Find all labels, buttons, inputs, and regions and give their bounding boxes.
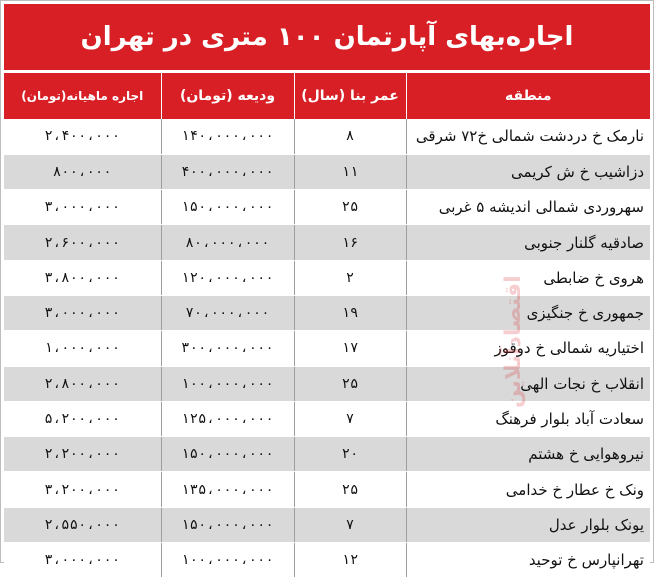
cell-region: تهرانپارس خ توحید <box>406 543 650 578</box>
cell-rent: ۲،۴۰۰،۰۰۰ <box>4 119 161 154</box>
cell-rent: ۸۰۰،۰۰۰ <box>4 154 161 189</box>
table-row <box>4 543 650 578</box>
cell-deposit: ۱۰۰،۰۰۰،۰۰۰ <box>161 543 294 578</box>
cell-region: یونک بلوار عدل <box>406 507 650 542</box>
rent-table <box>4 73 650 578</box>
cell-age: ۱۲ <box>294 543 406 578</box>
cell-age: ۲ <box>294 260 406 295</box>
cell-region: جمهوری خ جنگیزی <box>406 295 650 330</box>
cell-deposit: ۷۰،۰۰۰،۰۰۰ <box>161 295 294 330</box>
cell-deposit: ۱۲۰،۰۰۰،۰۰۰ <box>161 260 294 295</box>
page-title: اجاره‌بهای آپارتمان ۱۰۰ متری در تهران <box>4 4 650 70</box>
header-age: عمر بنا (سال) <box>294 73 406 119</box>
cell-age: ۱۷ <box>294 331 406 366</box>
cell-region: ونک خ عطار خ خدامی <box>406 472 650 507</box>
table-header-row <box>4 73 650 119</box>
cell-deposit: ۱۳۵،۰۰۰،۰۰۰ <box>161 472 294 507</box>
cell-region: صادقیه گلنار جنوبی <box>406 225 650 260</box>
cell-age: ۱۶ <box>294 225 406 260</box>
cell-region: نارمک خ دردشت شمالی خ۷۲ شرقی <box>406 119 650 154</box>
cell-region: دزاشیب خ ش کریمی <box>406 154 650 189</box>
cell-age: ۲۵ <box>294 190 406 225</box>
cell-rent: ۱،۰۰۰،۰۰۰ <box>4 331 161 366</box>
cell-deposit: ۱۵۰،۰۰۰،۰۰۰ <box>161 507 294 542</box>
cell-deposit: ۱۵۰،۰۰۰،۰۰۰ <box>161 437 294 472</box>
header-deposit: ودیعه (تومان) <box>161 73 294 119</box>
table-row <box>4 437 650 472</box>
cell-deposit: ۴۰۰،۰۰۰،۰۰۰ <box>161 154 294 189</box>
cell-deposit: ۱۲۵،۰۰۰،۰۰۰ <box>161 401 294 436</box>
table-row <box>4 260 650 295</box>
cell-age: ۸ <box>294 119 406 154</box>
cell-age: ۲۵ <box>294 472 406 507</box>
cell-deposit: ۱۵۰،۰۰۰،۰۰۰ <box>161 190 294 225</box>
cell-age: ۷ <box>294 401 406 436</box>
cell-rent: ۳،۰۰۰،۰۰۰ <box>4 190 161 225</box>
table-row <box>4 190 650 225</box>
cell-region: انقلاب خ نجات الهی <box>406 366 650 401</box>
table-row <box>4 154 650 189</box>
table-row <box>4 225 650 260</box>
header-rent: اجاره ماهیانه(تومان) <box>4 73 161 119</box>
table-row <box>4 366 650 401</box>
table-row <box>4 295 650 330</box>
cell-age: ۲۵ <box>294 366 406 401</box>
cell-region: هروی خ ضابطی <box>406 260 650 295</box>
cell-rent: ۳،۸۰۰،۰۰۰ <box>4 260 161 295</box>
cell-age: ۱۹ <box>294 295 406 330</box>
table-body <box>4 119 650 578</box>
header-region: منطقه <box>406 73 650 119</box>
table-row <box>4 119 650 154</box>
cell-deposit: ۱۰۰،۰۰۰،۰۰۰ <box>161 366 294 401</box>
table-row <box>4 331 650 366</box>
cell-rent: ۲،۶۰۰،۰۰۰ <box>4 225 161 260</box>
cell-rent: ۳،۲۰۰،۰۰۰ <box>4 472 161 507</box>
cell-region: سعادت آباد بلوار فرهنگ <box>406 401 650 436</box>
cell-rent: ۲،۲۰۰،۰۰۰ <box>4 437 161 472</box>
table-row <box>4 507 650 542</box>
cell-rent: ۲،۸۰۰،۰۰۰ <box>4 366 161 401</box>
cell-age: ۲۰ <box>294 437 406 472</box>
cell-region: نیروهوایی خ هشتم <box>406 437 650 472</box>
cell-rent: ۵،۲۰۰،۰۰۰ <box>4 401 161 436</box>
cell-region: سهروردی شمالی اندیشه ۵ غربی <box>406 190 650 225</box>
cell-rent: ۳،۰۰۰،۰۰۰ <box>4 543 161 578</box>
cell-age: ۷ <box>294 507 406 542</box>
cell-region: اختیاریه شمالی خ دوقوز <box>406 331 650 366</box>
watermark-logo: اقتصادآنلاین <box>501 275 526 409</box>
cell-deposit: ۳۰۰،۰۰۰،۰۰۰ <box>161 331 294 366</box>
cell-age: ۱۱ <box>294 154 406 189</box>
cell-deposit: ۱۴۰،۰۰۰،۰۰۰ <box>161 119 294 154</box>
cell-rent: ۲،۵۵۰،۰۰۰ <box>4 507 161 542</box>
table-row <box>4 472 650 507</box>
table-row <box>4 401 650 436</box>
cell-rent: ۳،۰۰۰،۰۰۰ <box>4 295 161 330</box>
cell-deposit: ۸۰،۰۰۰،۰۰۰ <box>161 225 294 260</box>
